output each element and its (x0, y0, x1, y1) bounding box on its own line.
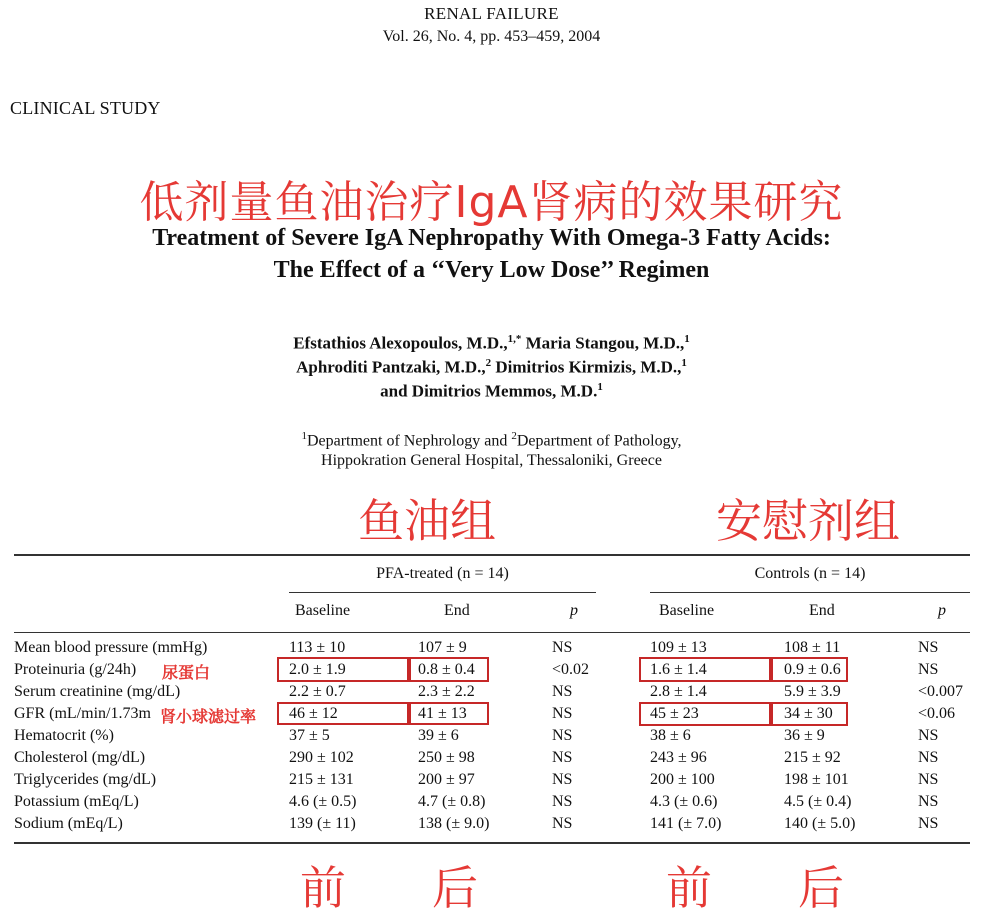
annotation-after-1: 后 (432, 861, 478, 915)
table-cell: NS (918, 639, 939, 656)
table-cell: 290 ± 102 (289, 749, 354, 766)
author-name: Aphroditi Pantzaki, M.D., (296, 357, 486, 377)
table-cell: 215 ± 131 (289, 771, 354, 788)
annotation-after-2: 后 (798, 861, 844, 915)
annotation-title-cn: 低剂量鱼油治疗IgA肾病的效果研究 (139, 177, 844, 228)
table-cell: 107 ± 9 (418, 639, 467, 656)
table-cell: 113 ± 10 (289, 639, 346, 656)
table-row-label: Sodium (mEq/L) (14, 815, 123, 832)
journal-name: RENAL FAILURE (424, 4, 559, 23)
table-top-rule (14, 554, 970, 556)
table-cell: <0.02 (552, 661, 590, 678)
table-group-controls: Controls (n = 14) (754, 565, 866, 582)
affiliation-mark: 2 (511, 430, 517, 442)
affiliation-dept: Department of Nephrology and (306, 432, 512, 450)
table-cell: <0.06 (918, 705, 956, 722)
table-cell: 41 ± 13 (418, 705, 467, 722)
col-header-baseline: Baseline (659, 602, 715, 619)
highlight-box-controls-gfr-baseline (639, 702, 771, 726)
author-affiliation-mark: 1 (597, 381, 603, 393)
affiliation-dept: Department of Pathology, (516, 432, 682, 450)
author-affiliation-mark: 2 (485, 357, 492, 369)
table-cell: 38 ± 6 (650, 727, 691, 744)
annotation-placebo-group: 安慰剂组 (716, 494, 900, 548)
table-cell: NS (552, 749, 573, 766)
table-cell: 5.9 ± 3.9 (784, 683, 841, 700)
table-cell: 2.2 ± 0.7 (289, 683, 346, 700)
col-header-baseline: Baseline (295, 602, 351, 619)
table-cell: NS (918, 815, 939, 832)
author-name: Dimitrios Kirmizis, M.D., (491, 357, 682, 377)
highlight-box-gfr-end (409, 702, 489, 725)
table-cell: 109 ± 13 (650, 639, 707, 656)
table-cell: 1.6 ± 1.4 (650, 661, 707, 678)
table-cell: 215 ± 92 (784, 749, 841, 766)
table-cell: NS (552, 727, 573, 744)
table-bottom-rule (14, 842, 970, 844)
paper-title-line2: The Effect of a ‘‘Very Low Dose’’ Regimen (273, 257, 710, 283)
table-cell: 39 ± 6 (418, 727, 459, 744)
table-row-label: Mean blood pressure (mmHg) (14, 639, 208, 656)
journal-volume: Vol. 26, No. 4, pp. 453–459, 2004 (382, 28, 601, 45)
col-header-end: End (809, 602, 835, 619)
author-affiliation-mark: 1 (681, 357, 687, 369)
table-cell: NS (552, 683, 573, 700)
table-cell: 108 ± 11 (784, 639, 841, 656)
table-cell: 2.3 ± 2.2 (418, 683, 475, 700)
group2-underline (650, 592, 970, 593)
table-row-label: Potassium (mEq/L) (14, 793, 139, 810)
table-cell: NS (552, 771, 573, 788)
table-cell: 45 ± 23 (650, 705, 699, 722)
col-header-end: End (444, 602, 470, 619)
table-cell: 4.7 (± 0.8) (418, 793, 486, 810)
annotation-gfr: 肾小球滤过率 (160, 704, 256, 727)
table-cell: NS (918, 661, 939, 678)
table-cell: 0.9 ± 0.6 (784, 661, 841, 678)
table-cell: 34 ± 30 (784, 705, 833, 722)
table-cell: 140 (± 5.0) (784, 815, 856, 832)
author-name: and Dimitrios Memmos, M.D. (380, 381, 598, 401)
author-affiliation-mark: 1 (684, 333, 690, 345)
table-row-label: Triglycerides (mg/dL) (14, 771, 157, 788)
table-cell: 36 ± 9 (784, 727, 825, 744)
table-cell: 141 (± 7.0) (650, 815, 722, 832)
table-cell: 198 ± 101 (784, 771, 849, 788)
table-row-label: Serum creatinine (mg/dL) (14, 683, 181, 700)
table-cell: NS (918, 749, 939, 766)
table-cell: 4.3 (± 0.6) (650, 793, 718, 810)
table-group-pfa-treated: PFA-treated (n = 14) (376, 565, 509, 582)
annotation-before-1: 前 (300, 861, 346, 915)
table-cell: 243 ± 96 (650, 749, 707, 766)
highlight-box-controls-proteinuria-baseline (639, 657, 771, 682)
author-affiliation-mark: 1,* (507, 333, 522, 345)
table-cell: NS (918, 771, 939, 788)
table-cell: NS (918, 727, 939, 744)
highlight-box-controls-gfr-end (771, 702, 848, 726)
annotation-fish-oil-group: 鱼油组 (358, 494, 496, 548)
highlight-box-controls-proteinuria-end (771, 657, 848, 682)
author-line-2 (0, 357, 983, 378)
table-header-rule (14, 632, 970, 633)
author-line-3 (0, 381, 983, 402)
table-row-label: Proteinuria (g/24h) (14, 661, 137, 678)
table-cell: 0.8 ± 0.4 (418, 661, 475, 678)
table-cell: 200 ± 100 (650, 771, 715, 788)
group1-underline (289, 592, 596, 593)
affiliation-line-1 (0, 430, 983, 450)
col-header-p: p (938, 602, 946, 619)
table-cell: 250 ± 98 (418, 749, 475, 766)
annotation-proteinuria: 尿蛋白 (162, 663, 211, 682)
highlight-box-proteinuria-end (409, 657, 489, 682)
table-cell: 2.8 ± 1.4 (650, 683, 707, 700)
table-row-label: Cholesterol (mg/dL) (14, 749, 146, 766)
table-row-label: GFR (mL/min/1.73m (14, 705, 151, 722)
author-name: Maria Stangou, M.D., (521, 333, 685, 353)
table-cell: 4.5 (± 0.4) (784, 793, 852, 810)
table-cell: 139 (± 11) (289, 815, 356, 832)
paper-title-line1: Treatment of Severe IgA Nephropathy With Omega-3 Fatty Acids: (152, 225, 831, 251)
table-cell: NS (552, 639, 573, 656)
author-name: Efstathios Alexopoulos, M.D., (293, 333, 508, 353)
highlight-box-proteinuria-baseline (277, 657, 409, 682)
table-cell: NS (918, 793, 939, 810)
table-cell: NS (552, 815, 573, 832)
affiliation-mark: 1 (301, 430, 307, 442)
annotation-before-2: 前 (666, 861, 712, 915)
highlight-box-gfr-baseline (277, 702, 409, 725)
table-row-label: Hematocrit (%) (14, 727, 114, 744)
col-header-p: p (570, 602, 578, 619)
affiliation-line-2: Hippokration General Hospital, Thessaloniki, Greece (321, 452, 662, 469)
table-cell: 37 ± 5 (289, 727, 330, 744)
table-cell: 2.0 ± 1.9 (289, 661, 346, 678)
table-cell: 4.6 (± 0.5) (289, 793, 357, 810)
table-cell: 138 (± 9.0) (418, 815, 490, 832)
table-cell: NS (552, 705, 573, 722)
table-cell: <0.007 (918, 683, 964, 700)
table-cell: 46 ± 12 (289, 705, 338, 722)
section-label: CLINICAL STUDY (10, 98, 161, 118)
author-line-1 (0, 333, 983, 354)
table-cell: 200 ± 97 (418, 771, 475, 788)
table-cell: NS (552, 793, 573, 810)
